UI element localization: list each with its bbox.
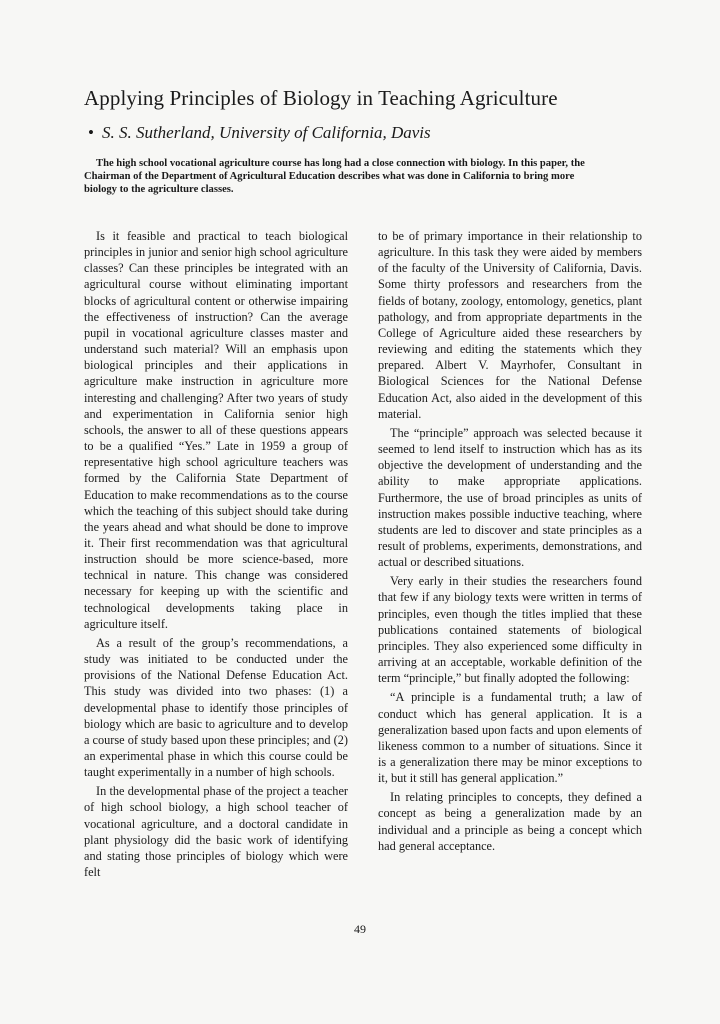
abstract: The high school vocational agriculture course has long had a close connection with biology. In this paper, the Chairman of the Department of Agricultural Education describes what was done in California to bring more biology to the agriculture classes. xyxy=(84,158,585,195)
paragraph: As a result of the group’s recommendations, a study was initiated to be conducted under the provisions of the National Defense Education Act. This study was divided into two phases: (1) a developmental phase to identify those principles of biology which are basic to agriculture and to develop a course of study based upon these principles; and (2) an experimental phase in which this course could be taught experimentally in a number of high schools. xyxy=(84,635,348,780)
byline xyxy=(88,123,431,143)
paragraph: to be of primary importance in their relationship to agriculture. In this task they were aided by members of the faculty of the University of California, Davis. Some thirty professors and researchers from the fields of botany, zoology, entomology, genetics, plant pathology, and from appropriate departments in the College of Agriculture aided these researchers by reviewing and editing the statements which they prepared. Albert V. Mayrhofer, Consultant in Biological Sciences for the National Defense Education Act, also aided in the development of this material. xyxy=(378,229,642,421)
author-affiliation: S. S. Sutherland, University of California, Davis xyxy=(101,123,431,142)
body-column-left xyxy=(84,228,348,880)
paragraph: Is it feasible and practical to teach biological principles in junior and senior high school agriculture classes? Can these principles be integrated with an agricultural course without eliminating important blocks of agricultural content or otherwise impairing the effectiveness of instruction? Can the average pupil in vocational agriculture classes master and understand such material? Will an emphasis upon biological principles and their applications in agriculture make instruction in agriculture more interesting and challenging? After two years of study and experimentation in California senior high schools, the answer to all of these questions appears to be a qualified “Yes.” Late in 1959 a group of representative high school agriculture teachers was formed by the California State Department of Education to make recommendations as to the course which the teaching of this subject should take during the years ahead and what should be done to improve it. Their first recommendation was that agricultural instruction should be more science-based, more technical in nature. This change was considered necessary for keeping up with the scientific and technological developments taking place in agriculture itself. xyxy=(84,229,348,631)
body-column-right xyxy=(378,228,642,854)
article-title: Applying Principles of Biology in Teaching Agriculture xyxy=(84,86,558,110)
page-number: 49 xyxy=(354,922,366,936)
paragraph: In the developmental phase of the project a teacher of high school biology, a high school teacher of vocational agriculture, and a doctoral candidate in plant physiology did the basic work of identifying and stating those principles of biology which were felt xyxy=(84,784,348,880)
paragraph: In relating principles to concepts, they defined a concept as being a generalization made by an individual and a principle as being a concept which had general acceptance. xyxy=(378,790,642,853)
paragraph: Very early in their studies the researchers found that few if any biology texts were written in terms of principles, even though the titles implied that these publications contained statements of biological principles. They also experienced some difficulty in arriving at an acceptable, workable definition of the term “principle,” but finally adopted the following: xyxy=(378,574,642,686)
definition-quote: “A principle is a fundamental truth; a law of conduct which has general application. It is a generalization based upon facts and upon elements of likeness common to a number of situations. Since it is a generalization there may be minor exceptions to it, but it still has general application.” xyxy=(378,690,642,786)
byline-bullet: • xyxy=(88,123,94,142)
paragraph: The “principle” approach was selected because it seemed to lend itself to instruction which has as its objective the development of understanding and the ability to make appropriate applications. Furthermore, the use of broad principles as units of instruction makes possible inductive teaching, where students are led to discover and state principles as a result of problems, experiments, demonstrations, and actual or described situations. xyxy=(378,425,642,570)
